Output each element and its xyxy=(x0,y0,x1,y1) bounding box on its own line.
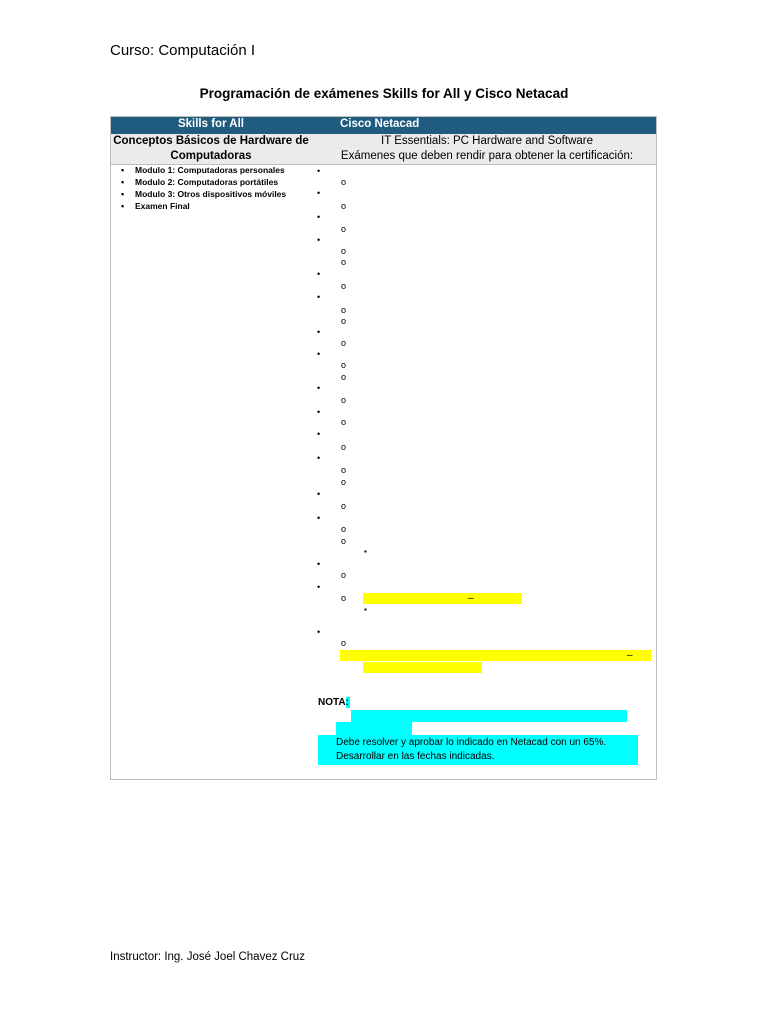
circle-marker: o xyxy=(341,442,347,452)
netacad-exams-intro: Exámenes que deben rendir para obtener la certificación: xyxy=(340,150,634,162)
dash-mark: – xyxy=(468,593,474,604)
highlight-yellow xyxy=(340,650,651,661)
circle-marker: o xyxy=(341,257,347,267)
circle-marker: o xyxy=(341,372,347,382)
list-item: • Modulo 2: Computadoras portátiles xyxy=(121,177,311,187)
bullet-marker: • xyxy=(317,327,321,337)
bullet-marker: • xyxy=(317,513,321,523)
bullet-marker: • xyxy=(317,489,321,499)
square-marker: ▪ xyxy=(364,605,367,614)
circle-marker: o xyxy=(341,338,347,348)
circle-marker: o xyxy=(341,246,347,256)
course-name: Curso: Computación I xyxy=(110,42,256,59)
note-line-1: Debe resolver y aprobar lo indicado en Netacad con un 65%. xyxy=(336,737,607,748)
highlight-yellow xyxy=(363,593,522,604)
bullet-marker: • xyxy=(317,453,321,463)
note-highlight xyxy=(351,710,627,722)
table-subheader-row xyxy=(111,134,656,164)
bullet-marker: • xyxy=(317,269,321,279)
circle-marker: o xyxy=(341,477,347,487)
bullet-marker: • xyxy=(317,407,321,417)
dash-mark: – xyxy=(627,650,633,661)
bullet-marker: • xyxy=(317,627,321,637)
list-item: • Modulo 1: Computadoras personales xyxy=(121,165,311,175)
circle-marker: o xyxy=(341,570,347,580)
bullet-marker: • xyxy=(317,166,321,176)
note-label: NOTA: xyxy=(318,697,349,708)
table-header-row xyxy=(111,117,656,134)
note-text xyxy=(336,736,606,764)
circle-marker: o xyxy=(341,305,347,315)
circle-marker: o xyxy=(341,501,347,511)
bullet-marker: • xyxy=(317,429,321,439)
circle-marker: o xyxy=(341,201,347,211)
circle-marker: o xyxy=(341,316,347,326)
circle-marker: o xyxy=(341,281,347,291)
circle-marker: o xyxy=(341,177,347,187)
list-item: • Modulo 3: Otros dispositivos móviles xyxy=(121,189,311,199)
bullet-marker: • xyxy=(317,188,321,198)
netacad-course-name: IT Essentials: PC Hardware and Software xyxy=(381,135,593,147)
col-header-skills: Skills for All xyxy=(177,118,245,130)
instructor-name: Instructor: Ing. José Joel Chavez Cruz xyxy=(110,951,305,963)
circle-marker: o xyxy=(341,224,347,234)
circle-marker: o xyxy=(341,524,347,534)
exam-schedule-table xyxy=(110,116,657,780)
list-item: • Examen Final xyxy=(121,201,311,211)
course-netacad-title xyxy=(316,134,658,164)
col-header-netacad: Cisco Netacad xyxy=(340,118,420,130)
circle-marker: o xyxy=(341,593,347,603)
highlight-yellow xyxy=(363,662,482,673)
circle-marker: o xyxy=(341,536,347,546)
bullet-marker: • xyxy=(317,235,321,245)
bullet-marker: • xyxy=(317,212,321,222)
bullet-marker: • xyxy=(317,292,321,302)
note-highlight xyxy=(336,722,412,735)
note-line-2: Desarrollar en las fechas indicadas. xyxy=(336,751,495,762)
circle-marker: o xyxy=(341,395,347,405)
bullet-marker: • xyxy=(317,349,321,359)
document-title: Programación de exámenes Skills for All y Cisco Netacad xyxy=(199,86,569,101)
circle-marker: o xyxy=(341,638,347,648)
course-skills-title: Conceptos Básicos de Hardware de Computadoras xyxy=(113,135,309,162)
bullet-marker: • xyxy=(317,559,321,569)
modules-list xyxy=(121,165,311,213)
square-marker: ▪ xyxy=(364,547,367,556)
circle-marker: o xyxy=(341,360,347,370)
circle-marker: o xyxy=(341,417,347,427)
circle-marker: o xyxy=(341,465,347,475)
bullet-marker: • xyxy=(317,383,321,393)
bullet-marker: • xyxy=(317,582,321,592)
